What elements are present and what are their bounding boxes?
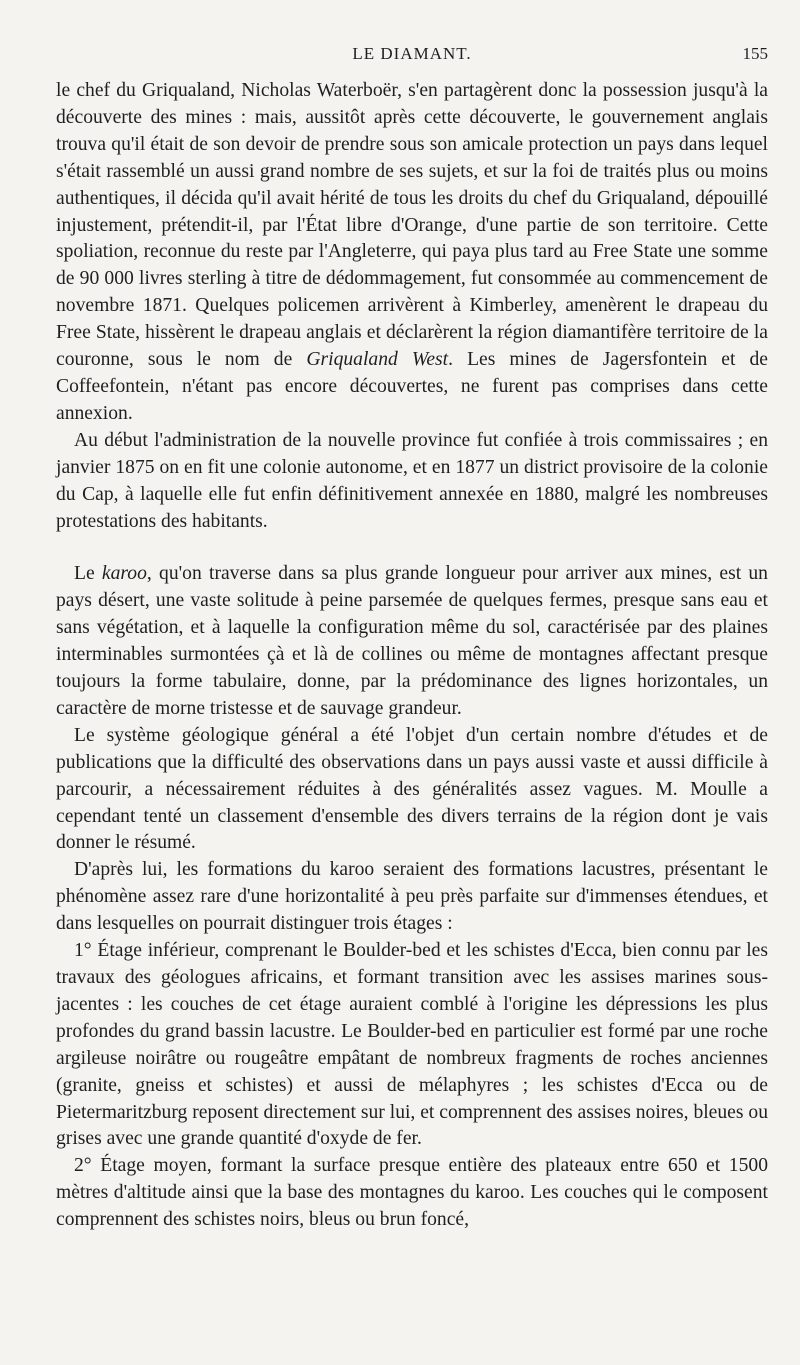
text-run: 1° Étage inférieur, comprenant le Boulder-bed et les schistes d'Ecca, bien connu par les travaux des géologues africains, et formant transition avec les assises marines sous-jacentes : les couches de cet étage auraient comblé à l'origine les dépressions les plus profondes du grand bassin lacustre. Le Boulder-bed en particulier est formé par une roche argileuse noirâtre ou rougeâtre empâtant de nombreux fragments de roches anciennes (granite, gneiss et schistes) et aussi de mélaphyres ; les schistes d'Ecca ou de Pietermaritzburg reposent directement sur lui, et comprennent des assises noires, bleues ou grises avec une grande quantité d'oxyde de fer. <box>56 940 768 1150</box>
paragraph-geologie <box>56 723 768 858</box>
text-run: Au début l'administration de la nouvelle province fut confiée à trois commissaires ; en janvier 1875 on en fit une colonie autonome, et en 1877 un district provisoire de la colonie du Cap, à laquelle elle fut enfin définitivement annexée en 1880, malgré les nombreuses protestations des habitants. <box>56 429 768 532</box>
paragraph-karoo <box>56 561 768 722</box>
body-text <box>56 78 768 1234</box>
paragraph-formations <box>56 857 768 938</box>
italic-term-griqualand-west: Griqualand West <box>306 349 449 371</box>
book-page <box>56 0 768 1365</box>
running-head <box>56 44 768 68</box>
text-run: Le <box>74 563 102 585</box>
text-run: 2° Étage moyen, formant la surface presque entière des plateaux entre 650 et 1500 mètres d'altitude ainsi que la base des montagnes du karoo. Les couches qui le composent comprennent des schistes noirs, bleus ou brun foncé, <box>56 1155 768 1231</box>
text-run: le chef du Griqualand, Nicholas Waterboër, s'en partagèrent donc la possession jusqu'à la découverte des mines : mais, aussitôt après cette découverte, le gouvernement anglais trouva qu'il était de son devoir de prendre sous son amicale protection un pays dans lequel s'était rassemblé un aussi grand nombre de ses sujets, et sur la foi de traités plus ou moins authentiques, il décida qu'il avait hérité de tous les droits du chef du Griqualand, dépouillé injustement, prétendit-il, par l'État libre d'Orange, d'une partie de son territoire. Cette spoliation, reconnue du reste par l'Angleterre, qui paya plus tard au Free State une somme de 90 000 livres sterling à titre de dédommagement, fut consommée au commencement de novembre 1871. Quelques policemen arrivèrent à Kimberley, amenèrent le drapeau du Free State, hissèrent le drapeau anglais et déclarèrent la région diamantifère territoire de la couronne, sous le nom de <box>56 80 768 371</box>
paragraph-annexion <box>56 78 768 428</box>
paragraph-etage-inferieur <box>56 938 768 1153</box>
text-run: D'après lui, les formations du karoo seraient des formations lacustres, présentant le phénomène assez rare d'une horizontalité à peu près parfaite sur d'immenses étendues, et dans lesquelles on pourrait distinguer trois étages : <box>56 859 768 935</box>
italic-term-karoo: karoo <box>101 563 147 585</box>
text-run: Le système géologique général a été l'objet d'un certain nombre d'études et de publications que la difficulté des observations dans un pays aussi vaste et aussi difficile à parcourir, a nécessairement réduites à des généralités assez vagues. M. Moulle a cependant tenté un classement d'ensemble des divers terrains de la région dont je vais donner le résumé. <box>56 724 768 854</box>
page-number: 155 <box>742 44 768 63</box>
paragraph-etage-moyen <box>56 1153 768 1234</box>
text-run: , qu'on traverse dans sa plus grande longueur pour arriver aux mines, est un pays désert, une vaste solitude à peine parsemée de quelques fermes, presque sans eau et sans végétation, et à laquelle la configuration même du sol, caractérisée par des plaines interminables surmontées çà et là de collines ou même de montagnes affectant presque toujours la forme tabulaire, donne, par la prédominance des lignes horizontales, un caractère de morne tristesse et de sauvage grandeur. <box>56 563 768 719</box>
running-title: LE DIAMANT. <box>352 44 472 63</box>
paragraph-administration <box>56 428 768 536</box>
text-run: . Les mines de Jagersfontein et de Coffeefontein, n'étant pas encore découvertes, ne furent pas comprises dans cette annexion. <box>56 349 768 424</box>
